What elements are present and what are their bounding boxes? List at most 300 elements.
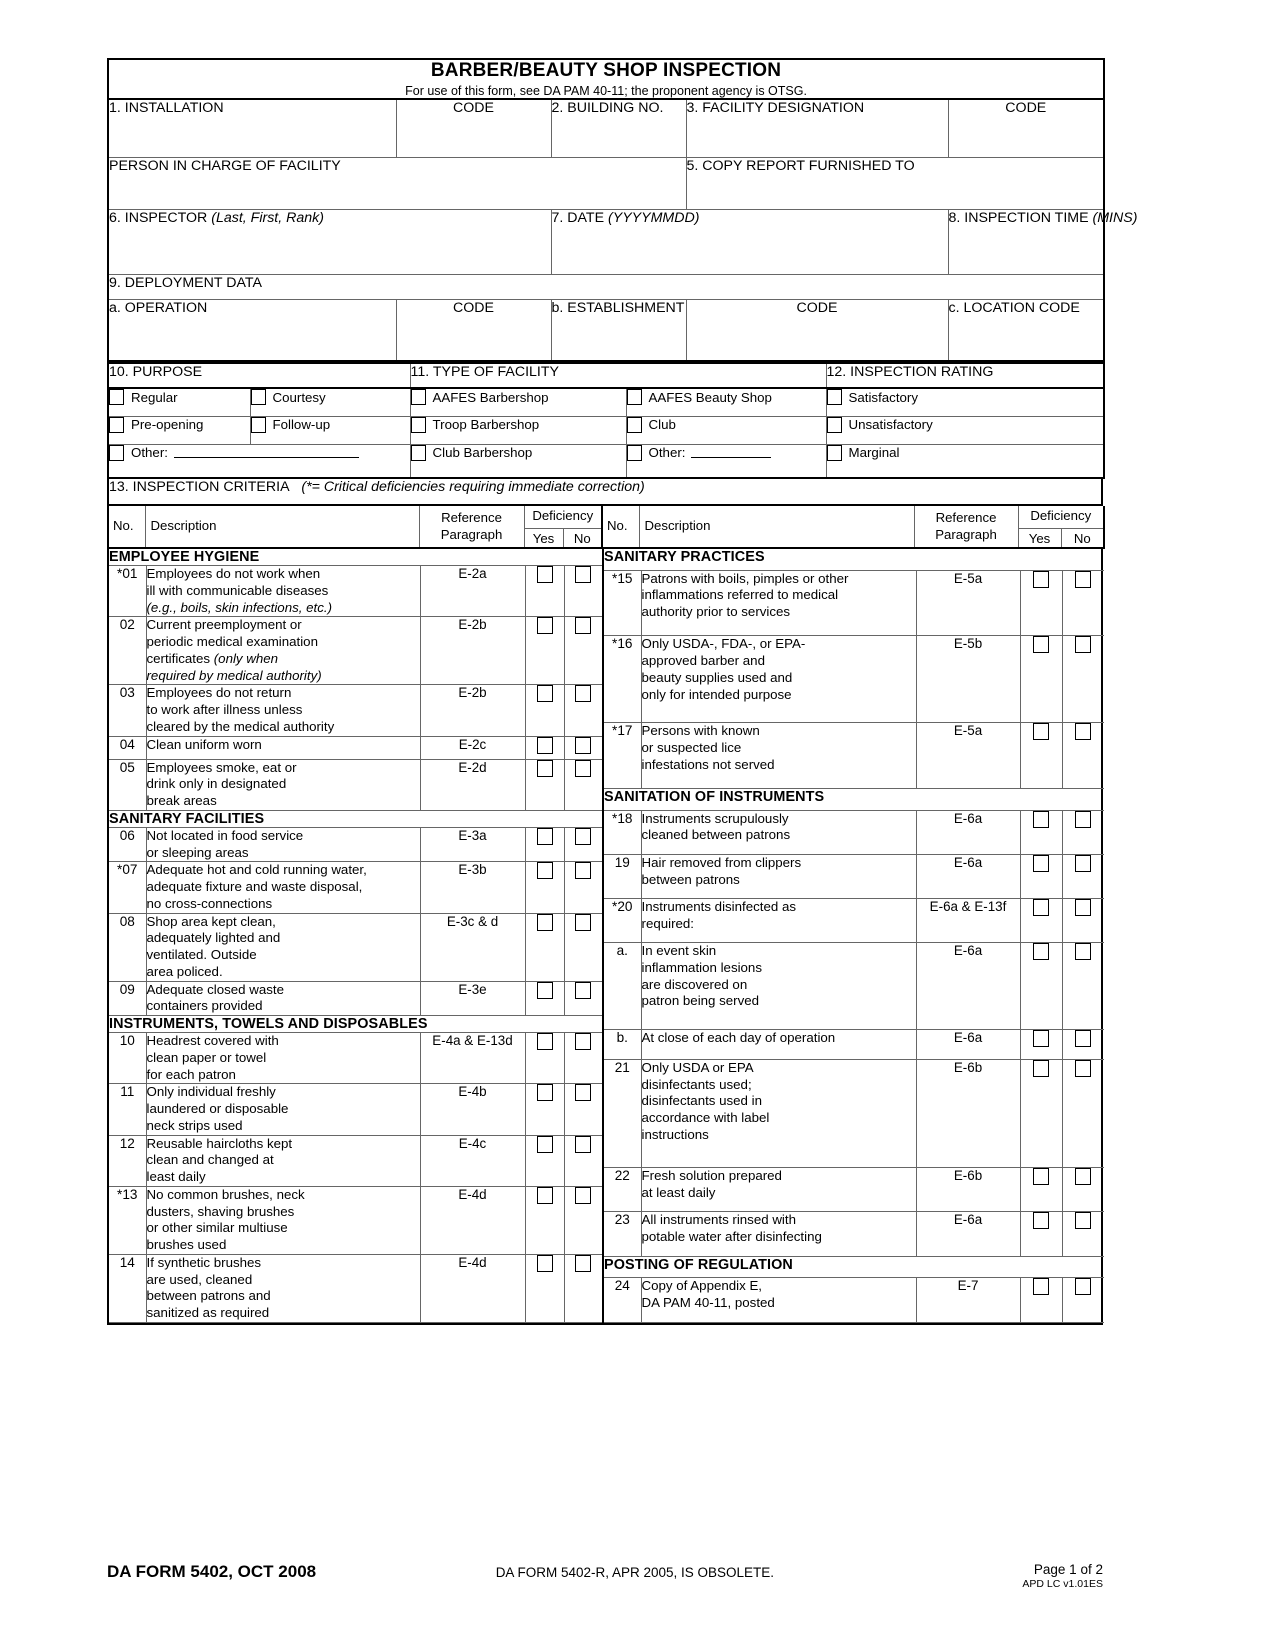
criteria-row-description: Employees do not work when ill with communicable diseases (e.g., boils, skin infections, etc.) <box>146 566 420 617</box>
checkbox-facility-other[interactable] <box>627 445 642 461</box>
criteria-row-reference: E-5a <box>916 570 1020 636</box>
checkbox-right-x16-yes[interactable] <box>1033 636 1049 653</box>
checkbox-right-a.-no[interactable] <box>1075 943 1091 960</box>
criteria-section-header-row <box>604 549 1104 570</box>
form-subtitle: For use of this form, see DA PAM 40-11; the proponent agency is OTSG. <box>405 84 807 98</box>
col-right-no: No <box>1061 528 1104 548</box>
checkbox-right-x20-yes[interactable] <box>1033 899 1049 916</box>
criteria-row-description: Hair removed from clippers between patrons <box>641 854 916 898</box>
purpose-option-follow-up-label: Follow-up <box>272 417 331 432</box>
form-header-block <box>107 58 1138 362</box>
checkbox-left-06-yes[interactable] <box>537 828 553 845</box>
rating-option-marginal[interactable] <box>826 444 1104 478</box>
col-right-description: Description <box>639 506 914 548</box>
criteria-checkbox-yes[interactable] <box>1020 723 1062 789</box>
criteria-row-reference: E-3a <box>420 827 525 862</box>
checkbox-right-22-no[interactable] <box>1075 1168 1091 1185</box>
checkbox-right-24-no[interactable] <box>1075 1278 1091 1295</box>
field-installation[interactable]: 1. INSTALLATION <box>108 99 396 157</box>
row-installation <box>108 99 1104 157</box>
criteria-checkbox-no[interactable] <box>1062 723 1104 789</box>
criteria-row-description: Persons with known or suspected lice infestations not served <box>641 723 916 789</box>
criteria-row <box>109 1084 603 1135</box>
checkbox-left-02-no[interactable] <box>575 617 591 634</box>
criteria-row <box>109 827 603 862</box>
criteria-row-reference: E-3b <box>420 862 525 913</box>
field-establishment[interactable]: b. ESTABLISHMENT <box>551 299 686 361</box>
checkbox-right-x20-no[interactable] <box>1075 899 1091 916</box>
col-right-reference-line2: Paragraph <box>935 526 997 542</box>
criteria-checkbox-no[interactable] <box>564 981 603 1016</box>
criteria-section-title: SANITARY FACILITIES <box>109 810 603 827</box>
checkbox-purpose-other[interactable] <box>109 445 124 461</box>
checkbox-right-21-yes[interactable] <box>1033 1060 1049 1077</box>
criteria-row-reference: E-2a <box>420 566 525 617</box>
row-section-headings <box>108 363 1104 388</box>
checkbox-left-05-yes[interactable] <box>537 760 553 777</box>
criteria-row-reference: E-2b <box>420 617 525 685</box>
facility-option-club-barbershop-label: Club Barbershop <box>432 445 533 460</box>
criteria-row-description: Shop area kept clean, adequately lighted and ventilated. Outside area policed. <box>146 913 420 981</box>
field-operation[interactable]: a. OPERATION <box>108 299 396 361</box>
checkbox-courtesy[interactable] <box>251 389 266 405</box>
criteria-row-number: 05 <box>109 759 146 810</box>
field-copy-report[interactable]: 5. COPY REPORT FURNISHED TO <box>686 157 1104 209</box>
criteria-heading-bar <box>107 479 1103 506</box>
purpose-heading: 10. PURPOSE <box>108 363 410 388</box>
criteria-row-number: *20 <box>604 899 641 943</box>
criteria-row-reference: E-4d <box>420 1254 525 1322</box>
criteria-row-description: Employees do not return to work after illness unless cleared by the medical authority <box>146 685 420 736</box>
criteria-row-description: Only USDA-, FDA-, or EPA- approved barber and beauty supplies used and only for intended purpose <box>641 636 916 723</box>
checkbox-row-2 <box>108 416 1104 444</box>
criteria-heading-cell <box>108 479 1102 505</box>
criteria-checkbox-yes[interactable] <box>1020 636 1062 723</box>
criteria-checkbox-no[interactable] <box>564 736 603 759</box>
field-inspection-time[interactable] <box>948 209 1138 274</box>
criteria-row-number: b. <box>604 1030 641 1059</box>
criteria-row-reference: E-6a <box>916 1030 1020 1059</box>
title-row <box>108 59 1104 99</box>
criteria-row-reference: E-2b <box>420 685 525 736</box>
checkbox-left-x01-yes[interactable] <box>537 566 553 583</box>
criteria-row <box>109 685 603 736</box>
criteria-row-number: 10 <box>109 1033 146 1084</box>
criteria-row <box>109 913 603 981</box>
criteria-checkbox-yes[interactable] <box>525 1135 564 1186</box>
criteria-row-number: *01 <box>109 566 146 617</box>
criteria-row <box>604 854 1104 898</box>
checkbox-aafes-beauty-shop[interactable] <box>627 389 642 405</box>
checkbox-right-x18-yes[interactable] <box>1033 811 1049 828</box>
criteria-row <box>109 566 603 617</box>
checkbox-right-23-yes[interactable] <box>1033 1212 1049 1229</box>
checkbox-club-barbershop[interactable] <box>411 445 426 461</box>
form-page <box>107 58 1138 1325</box>
checkbox-left-06-no[interactable] <box>575 828 591 845</box>
criteria-checkbox-yes[interactable] <box>525 913 564 981</box>
criteria-checkbox-no[interactable] <box>564 685 603 736</box>
criteria-checkbox-no[interactable] <box>564 759 603 810</box>
criteria-row-number: *18 <box>604 810 641 854</box>
criteria-row-description: If synthetic brushes are used, cleaned between patrons and sanitized as required <box>146 1254 420 1322</box>
criteria-checkbox-yes[interactable] <box>1020 899 1062 943</box>
checkbox-unsatisfactory[interactable] <box>827 417 842 433</box>
purpose-option-regular[interactable] <box>108 388 250 416</box>
criteria-checkbox-yes[interactable] <box>1020 943 1062 1030</box>
criteria-checkbox-no[interactable] <box>1062 1030 1104 1059</box>
criteria-row-description: Instruments scrupulously cleaned between patrons <box>641 810 916 854</box>
criteria-checkbox-no[interactable] <box>564 913 603 981</box>
criteria-checkbox-yes[interactable] <box>525 827 564 862</box>
facility-other-input[interactable] <box>691 447 771 458</box>
field-date-hint: (YYYYMMDD) <box>608 209 700 226</box>
checkbox-right-x18-no[interactable] <box>1075 811 1091 828</box>
checkbox-left-09-no[interactable] <box>575 982 591 999</box>
criteria-row <box>109 1033 603 1084</box>
checkbox-right-x17-no[interactable] <box>1075 723 1091 740</box>
criteria-row-reference: E-4b <box>420 1084 525 1135</box>
criteria-row-description: Only individual freshly laundered or disposable neck strips used <box>146 1084 420 1135</box>
criteria-checkbox-no[interactable] <box>1062 1168 1104 1212</box>
criteria-row <box>109 1186 603 1254</box>
checkbox-left-14-no[interactable] <box>575 1255 591 1272</box>
criteria-checkbox-no[interactable] <box>1062 1278 1104 1322</box>
criteria-checkbox-yes[interactable] <box>525 617 564 685</box>
criteria-row-number: 06 <box>109 827 146 862</box>
facility-option-other[interactable] <box>626 444 826 478</box>
criteria-row-description: Instruments disinfected as required: <box>641 899 916 943</box>
purpose-option-other[interactable] <box>108 444 410 478</box>
criteria-section-header-row <box>109 549 603 566</box>
checkbox-satisfactory[interactable] <box>827 389 842 405</box>
facility-option-aafes-beauty-shop-label: AAFES Beauty Shop <box>648 389 772 405</box>
criteria-row-number: 19 <box>604 854 641 898</box>
purpose-option-pre-opening[interactable] <box>108 416 250 444</box>
checkbox-left-x07-no[interactable] <box>575 862 591 879</box>
criteria-checkbox-yes[interactable] <box>525 1084 564 1135</box>
criteria-row-reference: E-6b <box>916 1059 1020 1168</box>
criteria-checkbox-yes[interactable] <box>1020 1059 1062 1168</box>
col-right-no: No. <box>602 506 639 548</box>
col-left-deficiency: Deficiency <box>524 506 602 528</box>
criteria-checkbox-no[interactable] <box>564 617 603 685</box>
criteria-row-reference: E-2c <box>420 736 525 759</box>
criteria-row-description: Not located in food service or sleeping areas <box>146 827 420 862</box>
checkbox-right-x15-yes[interactable] <box>1033 571 1049 588</box>
purpose-option-courtesy-label: Courtesy <box>272 389 326 405</box>
checkbox-right-23-no[interactable] <box>1075 1212 1091 1229</box>
criteria-section-title: POSTING OF REGULATION <box>604 1256 1104 1278</box>
checkbox-right-b.-yes[interactable] <box>1033 1030 1049 1047</box>
checkbox-left-x13-no[interactable] <box>575 1187 591 1204</box>
checkbox-left-11-no[interactable] <box>575 1084 591 1101</box>
facility-option-troop-barbershop-label: Troop Barbershop <box>432 417 540 432</box>
row-deployment-data <box>108 274 1104 299</box>
criteria-checkbox-yes[interactable] <box>1020 1278 1062 1322</box>
criteria-row <box>604 723 1104 789</box>
criteria-section-header-row <box>604 788 1104 810</box>
criteria-table <box>107 506 1105 549</box>
criteria-row <box>604 899 1104 943</box>
checkbox-left-09-yes[interactable] <box>537 982 553 999</box>
checkbox-left-x01-no[interactable] <box>575 566 591 583</box>
purpose-other-input[interactable] <box>174 447 359 458</box>
col-right-deficiency: Deficiency <box>1018 506 1104 528</box>
criteria-checkbox-yes[interactable] <box>525 862 564 913</box>
checkbox-left-11-yes[interactable] <box>537 1084 553 1101</box>
field-facility-code[interactable]: CODE <box>948 99 1104 157</box>
field-operation-code[interactable]: CODE <box>396 299 551 361</box>
criteria-checkbox-yes[interactable] <box>525 736 564 759</box>
criteria-left-column <box>109 549 604 1323</box>
criteria-row-description: All instruments rinsed with potable water after disinfecting <box>641 1212 916 1256</box>
criteria-row <box>604 1212 1104 1256</box>
criteria-checkbox-no[interactable] <box>564 1084 603 1135</box>
checkbox-regular[interactable] <box>109 389 124 405</box>
criteria-row <box>604 636 1104 723</box>
criteria-checkbox-yes[interactable] <box>525 981 564 1016</box>
facility-option-club[interactable] <box>626 416 826 444</box>
criteria-row-description: Reusable haircloths kept clean and changed at least daily <box>146 1135 420 1186</box>
criteria-checkbox-yes[interactable] <box>525 566 564 617</box>
footer-obsolete-note: DA FORM 5402-R, APR 2005, IS OBSOLETE. <box>495 1565 775 1580</box>
rating-option-unsatisfactory[interactable] <box>826 416 1104 444</box>
criteria-row-reference: E-6a <box>916 943 1020 1030</box>
criteria-row <box>109 1254 603 1322</box>
rating-option-satisfactory[interactable] <box>826 388 1104 416</box>
checkbox-left-14-yes[interactable] <box>537 1255 553 1272</box>
facility-option-club-barbershop[interactable] <box>410 444 626 478</box>
criteria-row-reference: E-6b <box>916 1168 1020 1212</box>
checkbox-right-a.-yes[interactable] <box>1033 943 1049 960</box>
criteria-checkbox-no[interactable] <box>1062 899 1104 943</box>
criteria-checkbox-no[interactable] <box>564 1135 603 1186</box>
criteria-row-reference: E-6a <box>916 854 1020 898</box>
checkbox-follow-up[interactable] <box>251 417 266 433</box>
purpose-option-regular-label: Regular <box>131 389 178 405</box>
criteria-row-reference: E-6a <box>916 810 1020 854</box>
inspection-rating-heading: 12. INSPECTION RATING <box>826 363 1104 388</box>
col-left-reference-line2: Paragraph <box>440 526 503 542</box>
checkbox-right-19-no[interactable] <box>1075 855 1091 872</box>
col-left-no: No. <box>108 506 145 548</box>
field-deployment-data: 9. DEPLOYMENT DATA <box>108 274 1104 299</box>
criteria-row <box>109 862 603 913</box>
criteria-row-reference: E-5b <box>916 636 1020 723</box>
checkbox-left-03-no[interactable] <box>575 685 591 702</box>
col-left-yes: Yes <box>524 528 563 548</box>
facility-option-other-label: Other: <box>648 445 686 460</box>
checkbox-left-08-yes[interactable] <box>537 914 553 931</box>
criteria-checkbox-yes[interactable] <box>1020 1168 1062 1212</box>
criteria-row <box>109 759 603 810</box>
checkbox-left-04-yes[interactable] <box>537 737 553 754</box>
checkbox-left-12-no[interactable] <box>575 1136 591 1153</box>
col-left-reference <box>419 506 524 548</box>
checkbox-aafes-barbershop[interactable] <box>411 389 426 405</box>
criteria-row <box>109 617 603 685</box>
checkbox-marginal[interactable] <box>827 445 842 461</box>
criteria-row-description: Current preemployment or periodic medical examination certificates (only when required by medical authority) <box>146 617 420 685</box>
row-person-in-charge <box>108 157 1104 209</box>
facility-option-troop-barbershop[interactable] <box>410 416 626 444</box>
checkbox-right-21-no[interactable] <box>1075 1060 1091 1077</box>
criteria-checkbox-yes[interactable] <box>1020 1212 1062 1256</box>
checkbox-left-x13-yes[interactable] <box>537 1187 553 1204</box>
criteria-row <box>604 1168 1104 1212</box>
rating-option-satisfactory-label: Satisfactory <box>848 389 918 405</box>
criteria-checkbox-yes[interactable] <box>525 1254 564 1322</box>
criteria-row <box>109 736 603 759</box>
criteria-section-title: EMPLOYEE HYGIENE <box>109 549 603 566</box>
field-inspector[interactable] <box>108 209 551 274</box>
col-left-reference-line1: Reference <box>441 510 502 525</box>
form-footer <box>107 1562 1103 1590</box>
criteria-row-number: 08 <box>109 913 146 981</box>
criteria-checkbox-no[interactable] <box>1062 1212 1104 1256</box>
criteria-row-description: Adequate closed waste containers provided <box>146 981 420 1016</box>
criteria-checkbox-yes[interactable] <box>525 1033 564 1084</box>
checkbox-left-02-yes[interactable] <box>537 617 553 634</box>
field-date[interactable] <box>551 209 948 274</box>
criteria-section-title: SANITARY PRACTICES <box>604 549 1104 570</box>
criteria-checkbox-yes[interactable] <box>1020 810 1062 854</box>
checkbox-row-3 <box>108 444 1104 478</box>
checkbox-left-10-no[interactable] <box>575 1033 591 1050</box>
checkbox-right-22-yes[interactable] <box>1033 1168 1049 1185</box>
purpose-facility-rating-block <box>107 362 1105 479</box>
checkbox-right-x17-yes[interactable] <box>1033 723 1049 740</box>
field-establishment-code[interactable]: CODE <box>686 299 948 361</box>
criteria-row-number: 03 <box>109 685 146 736</box>
criteria-row <box>604 1059 1104 1168</box>
field-inspector-label: 6. INSPECTOR <box>109 209 208 226</box>
criteria-section-header-row <box>109 1016 603 1033</box>
checkbox-right-x16-no[interactable] <box>1075 636 1091 653</box>
checkbox-troop-barbershop[interactable] <box>411 417 426 433</box>
criteria-section-header-row <box>109 810 603 827</box>
checkbox-left-05-no[interactable] <box>575 760 591 777</box>
purpose-option-follow-up[interactable] <box>250 416 410 444</box>
criteria-row <box>604 810 1104 854</box>
criteria-checkbox-yes[interactable] <box>1020 854 1062 898</box>
criteria-row-number: *15 <box>604 570 641 636</box>
criteria-row <box>604 570 1104 636</box>
field-location-code[interactable]: c. LOCATION CODE <box>948 299 1080 316</box>
checkbox-pre-opening[interactable] <box>109 417 124 433</box>
purpose-option-other-label: Other: <box>131 445 168 460</box>
row-deployment-fields <box>108 299 1104 361</box>
col-right-reference-line1: Reference <box>935 510 997 525</box>
criteria-row-number: 02 <box>109 617 146 685</box>
criteria-row-reference: E-2d <box>420 759 525 810</box>
footer-apd-version: APD LC v1.01ES <box>1022 1578 1103 1590</box>
criteria-row-number: 12 <box>109 1135 146 1186</box>
criteria-row-description: Employees smoke, eat or drink only in designated break areas <box>146 759 420 810</box>
rating-option-marginal-label: Marginal <box>848 445 900 460</box>
criteria-checkbox-no[interactable] <box>564 1254 603 1322</box>
criteria-row <box>109 981 603 1016</box>
checkbox-left-03-yes[interactable] <box>537 685 553 702</box>
criteria-row-description: Copy of Appendix E, DA PAM 40-11, posted <box>641 1278 916 1322</box>
footer-page-number: Page 1 of 2 <box>1033 1562 1103 1577</box>
criteria-checkbox-yes[interactable] <box>1020 1030 1062 1059</box>
footer-right <box>834 1562 1103 1590</box>
criteria-checkbox-yes[interactable] <box>1020 570 1062 636</box>
rating-option-unsatisfactory-label: Unsatisfactory <box>848 417 933 432</box>
criteria-row <box>604 1278 1104 1322</box>
field-building-no[interactable]: 2. BUILDING NO. <box>551 99 686 157</box>
criteria-row-number: *17 <box>604 723 641 789</box>
field-facility-designation[interactable]: 3. FACILITY DESIGNATION <box>686 99 948 157</box>
criteria-row-reference: E-6a & E-13f <box>916 899 1020 943</box>
criteria-body <box>107 549 1103 1325</box>
facility-option-aafes-beauty-shop[interactable] <box>626 388 826 416</box>
checkbox-right-19-yes[interactable] <box>1033 855 1049 872</box>
criteria-row-number: a. <box>604 943 641 1030</box>
field-person-in-charge[interactable]: PERSON IN CHARGE OF FACILITY <box>108 157 686 209</box>
criteria-row-description: Headrest covered with clean paper or towel for each patron <box>146 1033 420 1084</box>
criteria-checkbox-no[interactable] <box>1062 570 1104 636</box>
criteria-row-reference: E-5a <box>916 723 1020 789</box>
criteria-checkbox-no[interactable] <box>1062 1059 1104 1168</box>
checkbox-right-b.-no[interactable] <box>1075 1030 1091 1047</box>
criteria-row-description: At close of each day of operation <box>641 1030 916 1059</box>
criteria-row-reference: E-4a & E-13d <box>420 1033 525 1084</box>
type-of-facility-heading: 11. TYPE OF FACILITY <box>410 363 826 388</box>
row-inspector <box>108 209 1104 274</box>
criteria-section-title: INSTRUMENTS, TOWELS AND DISPOSABLES <box>109 1016 603 1033</box>
criteria-checkbox-no[interactable] <box>1062 810 1104 854</box>
criteria-row-reference: E-4c <box>420 1135 525 1186</box>
checkbox-left-04-no[interactable] <box>575 737 591 754</box>
criteria-checkbox-yes[interactable] <box>525 685 564 736</box>
field-inspection-time-label: 8. INSPECTION TIME <box>948 209 1089 226</box>
criteria-row-number: *16 <box>604 636 641 723</box>
checkbox-left-08-no[interactable] <box>575 914 591 931</box>
checkbox-club[interactable] <box>627 417 642 433</box>
criteria-row-description: Fresh solution prepared at least daily <box>641 1168 916 1212</box>
criteria-checkbox-yes[interactable] <box>525 1186 564 1254</box>
footer-form-id: DA FORM 5402, OCT 2008 <box>107 1562 317 1581</box>
checkbox-right-24-yes[interactable] <box>1033 1278 1049 1295</box>
criteria-checkbox-no[interactable] <box>564 1033 603 1084</box>
criteria-checkbox-no[interactable] <box>564 827 603 862</box>
criteria-checkbox-no[interactable] <box>564 862 603 913</box>
field-installation-code[interactable]: CODE <box>396 99 551 157</box>
criteria-checkbox-no[interactable] <box>564 1186 603 1254</box>
criteria-row-number: 14 <box>109 1254 146 1322</box>
checkbox-left-12-yes[interactable] <box>537 1136 553 1153</box>
criteria-checkbox-yes[interactable] <box>525 759 564 810</box>
criteria-row-description: Clean uniform worn <box>146 736 420 759</box>
checkbox-right-x15-no[interactable] <box>1075 571 1091 588</box>
purpose-option-courtesy[interactable] <box>250 388 410 416</box>
checkbox-left-10-yes[interactable] <box>537 1033 553 1050</box>
col-left-description: Description <box>145 506 419 548</box>
criteria-row <box>109 1135 603 1186</box>
criteria-checkbox-no[interactable] <box>1062 943 1104 1030</box>
col-right-reference <box>914 506 1018 548</box>
criteria-row-reference: E-6a <box>916 1212 1020 1256</box>
checkbox-row-1 <box>108 388 1104 416</box>
criteria-checkbox-no[interactable] <box>1062 854 1104 898</box>
facility-option-aafes-barbershop[interactable] <box>410 388 626 416</box>
criteria-checkbox-no[interactable] <box>564 566 603 617</box>
checkbox-left-x07-yes[interactable] <box>537 862 553 879</box>
criteria-checkbox-no[interactable] <box>1062 636 1104 723</box>
